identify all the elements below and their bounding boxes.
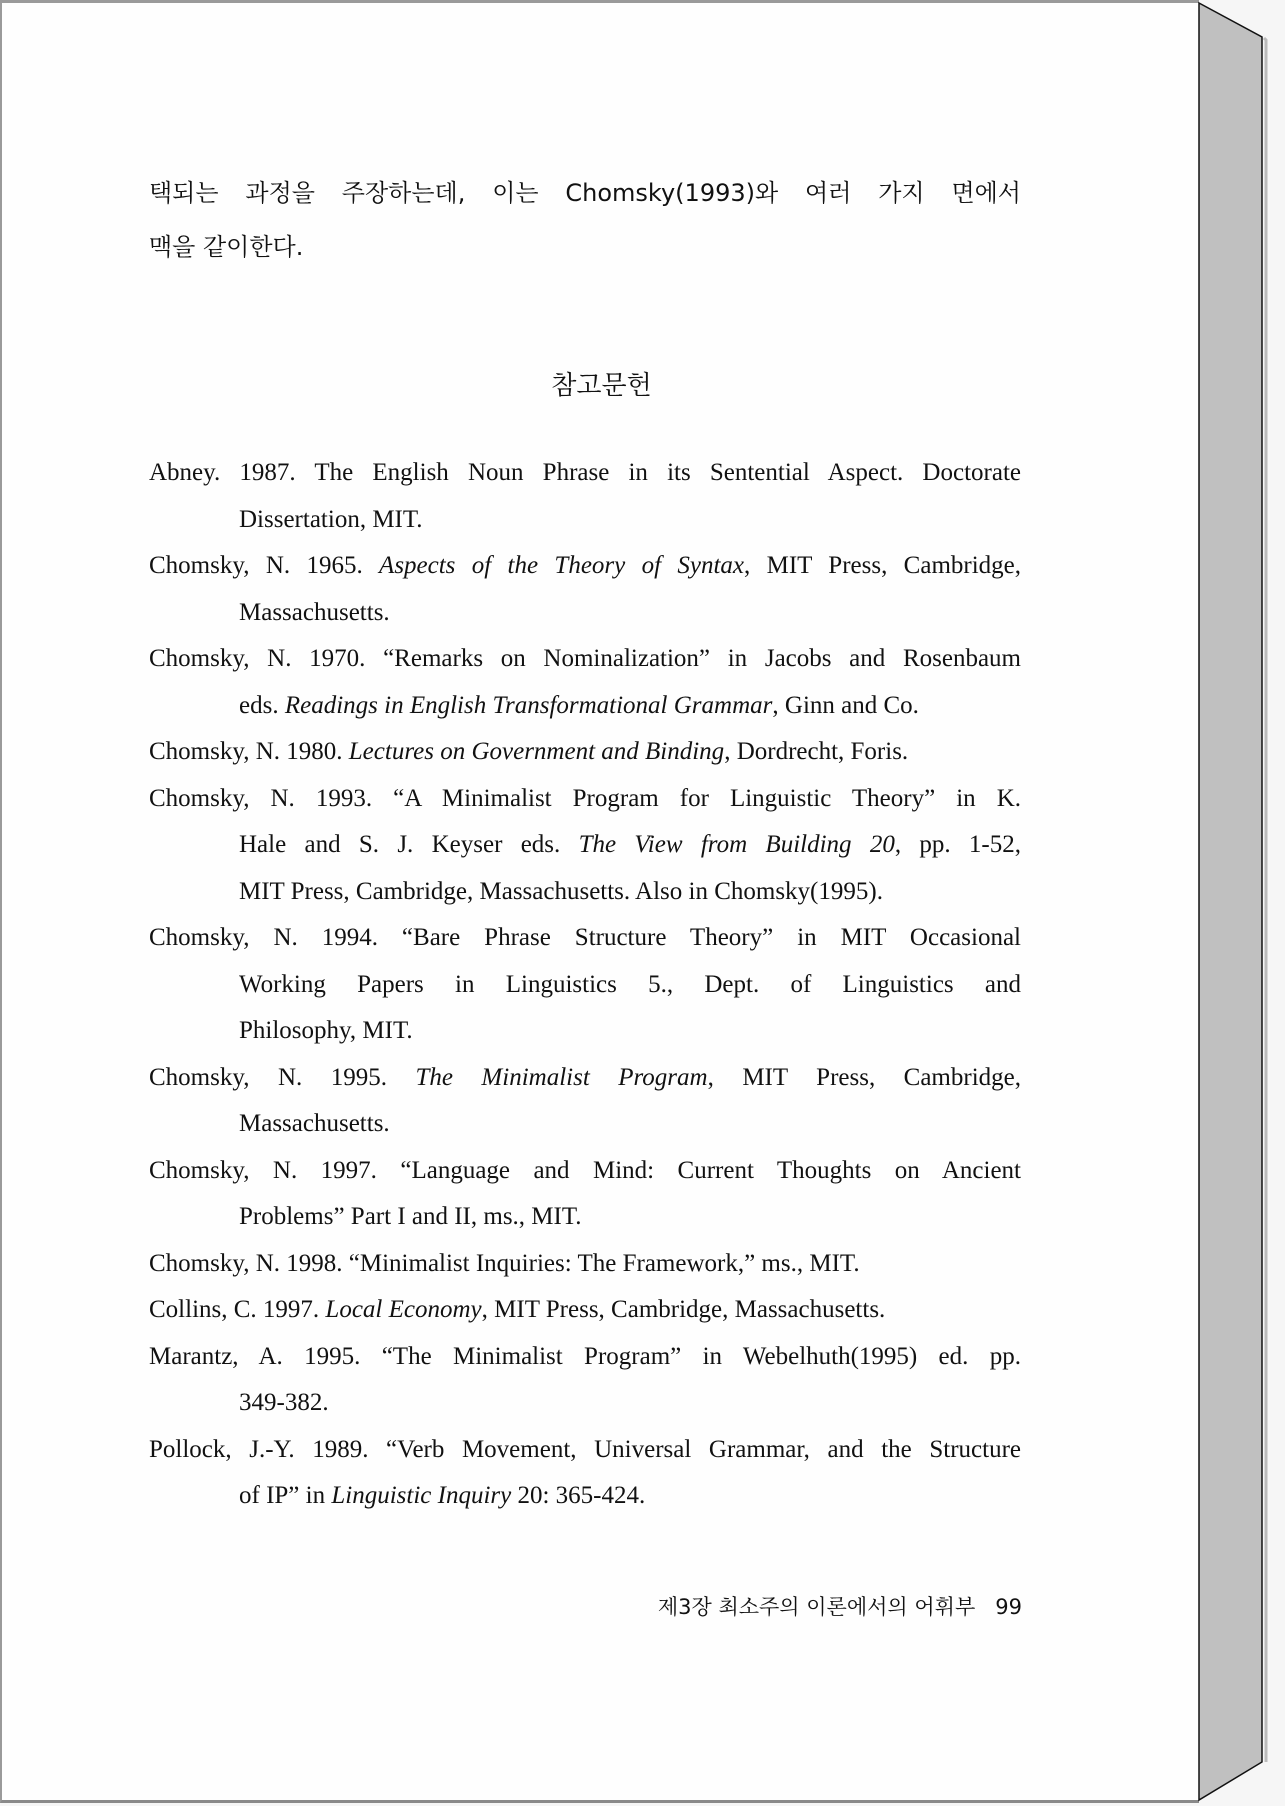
reference-entry [149,737,1021,767]
reference-text: 349-382. [239,1389,329,1416]
reference-text: Pollock, J.-Y. 1989. “Verb Movement, Universal Grammar, and the Structure [149,1435,1021,1463]
reference-text: Collins, C. 1997. [149,1296,326,1323]
reference-text: Chomsky, N. 1998. “Minimalist Inquiries: The Framework,” ms., MIT. [149,1249,860,1277]
reference-text: , MIT Press, Cambridge, [707,1063,1021,1091]
reference-text: Chomsky, N. 1997. “Language and Mind: Current Thoughts on Ancient [149,1156,1021,1184]
reference-text: Chomsky, N. 1994. “Bare Phrase Structure Theory” in MIT Occasional [149,924,1021,951]
reference-continuation [239,1388,1021,1418]
reference-entry [149,923,1021,953]
reference-text: , Dordrecht, Foris. [724,738,909,765]
reference-continuation [239,598,1021,628]
reference-text: Hale and S. J. Keyser eds. [239,831,579,858]
reference-text: Chomsky, N. 1993. “A Minimalist Program for Linguistic Theory” in K. [149,784,1021,812]
page-footer [622,1591,1022,1621]
reference-text: Philosophy, MIT. [239,1017,413,1044]
reference-entry [149,1295,1021,1325]
reference-continuation [239,1016,1021,1046]
reference-text: MIT Press, Cambridge, Massachusetts. Also in Chomsky(1995). [239,877,883,905]
reference-text: Chomsky, N. 1965. [149,552,380,579]
reference-text: , pp. 1-52, [894,831,1021,858]
reference-continuation [239,970,1021,1000]
reference-continuation [239,830,1021,860]
reference-entry [149,784,1021,814]
reference-entry [149,458,1021,488]
reference-entry [149,1156,1021,1186]
reference-text: 20: 365-424. [511,1482,646,1509]
reference-title-italic: Aspects of the Theory of Syntax [379,552,744,579]
reference-continuation [239,877,1021,907]
reference-entry [149,1249,1021,1279]
reference-text: , MIT Press, Cambridge, Massachusetts. [481,1296,886,1323]
reference-text: Marantz, A. 1995. “The Minimalist Program” in Webelhuth(1995) ed. pp. [149,1342,1021,1370]
reference-entry [149,644,1021,674]
reference-title-italic: The View from Building 20 [578,831,895,858]
reference-entry [149,1342,1021,1372]
reference-entry [149,1063,1021,1093]
running-head: 제3장 최소주의 이론에서의 어휘부 [657,1595,976,1619]
reference-text: , Ginn and Co. [772,691,919,719]
reference-text: of IP” in [239,1482,332,1509]
reference-continuation [239,1109,1021,1139]
reference-text: Abney. 1987. The English Noun Phrase in its Sentential Aspect. Doctorate [149,459,1021,486]
reference-continuation [239,1481,1021,1511]
reference-title-italic: Linguistic Inquiry [331,1482,512,1509]
section-title: 참고문헌 [551,371,652,401]
reference-text: Chomsky, N. 1995. [149,1063,416,1091]
body-text-line: 택되는 과정을 주장하는데, 이는 Chomsky(1993)와 여러 가지 면에서 [149,179,1021,207]
reference-title-italic: The Minimalist Program [415,1063,708,1091]
reference-text: Chomsky, N. 1970. “Remarks on Nominalization” in Jacobs and Rosenbaum [149,645,1021,672]
page-number: 99 [995,1595,1022,1619]
reference-text: Massachusetts. [239,598,390,626]
reference-text: Massachusetts. [239,1110,390,1137]
reference-text: , MIT Press, Cambridge, [744,552,1022,579]
reference-text: Working Papers in Linguistics 5., Dept. of Linguistics and [239,970,1021,998]
reference-text: Chomsky, N. 1980. [149,738,349,765]
reference-text: Dissertation, MIT. [239,505,423,533]
reference-text: eds. [239,691,285,719]
reference-title-italic: Readings in English Transformational Grammar [284,691,773,719]
reference-continuation [239,505,1021,535]
reference-title-italic: Local Economy [325,1296,482,1323]
reference-entry [149,1435,1021,1465]
reference-text: Problems” Part I and II, ms., MIT. [239,1203,582,1230]
reference-continuation [239,1202,1021,1232]
reference-entry [149,551,1021,581]
reference-title-italic: Lectures on Government and Binding [348,738,725,765]
reference-continuation [239,691,1021,721]
body-text-line: 맥을 같이한다. [149,233,304,261]
